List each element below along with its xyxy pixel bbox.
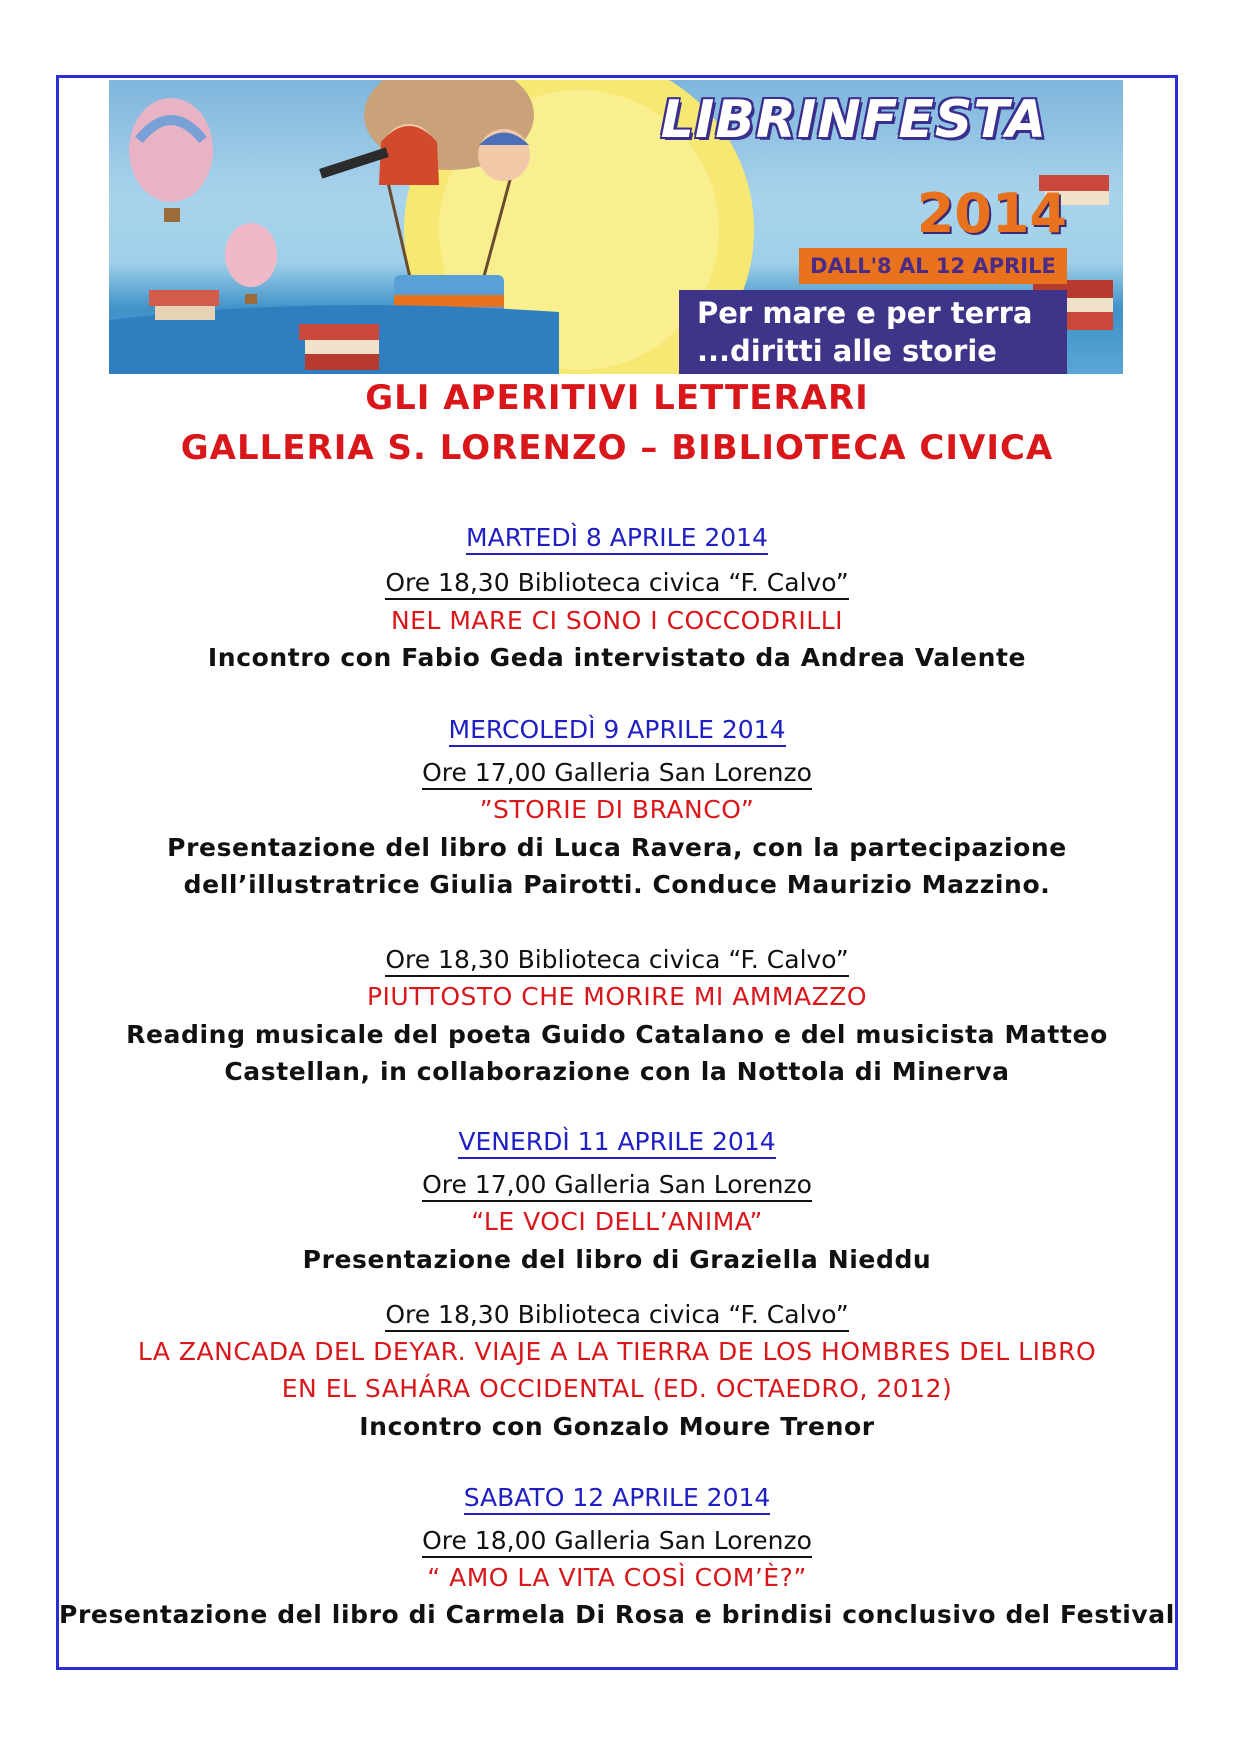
day2-event1-description-2: dell’illustratrice Giulia Pairotti. Conduce Maurizio Mazzino. xyxy=(183,870,1051,899)
day1-title: NEL MARE CI SONO I COCCODRILLI xyxy=(390,606,844,635)
day3-event1-time: Ore 17,00 Galleria San Lorenzo xyxy=(56,1170,1178,1199)
day3-event2-time: Ore 18,30 Biblioteca civica “F. Calvo” xyxy=(56,1300,1178,1329)
brand-dates: DALL'8 AL 12 APRILE xyxy=(799,248,1067,284)
day4-title: “ AMO LA VITA COSÌ COM’È?” xyxy=(427,1563,807,1592)
day3-event2-description: Incontro con Gonzalo Moure Trenor xyxy=(359,1412,875,1441)
day2-event2-description-1: Reading musicale del poeta Guido Catalano e del musicista Matteo xyxy=(126,1020,1108,1049)
day3-event2-title-2: EN EL SAHÁRA OCCIDENTAL (ED. OCTAEDRO, 2012) xyxy=(281,1374,953,1403)
day2-event2-time: Ore 18,30 Biblioteca civica “F. Calvo” xyxy=(56,945,1178,974)
day4-time: Ore 18,00 Galleria San Lorenzo xyxy=(56,1526,1178,1555)
brand-title: LIBRINFESTA xyxy=(660,90,1047,150)
day1-time: Ore 18,30 Biblioteca civica “F. Calvo” xyxy=(56,568,1178,597)
day2-event1-title: ”STORIE DI BRANCO” xyxy=(479,795,755,824)
day2-date: MERCOLEDÌ 9 APRILE 2014 xyxy=(56,715,1178,744)
telescope-icon xyxy=(319,147,389,178)
balloon-small-icon xyxy=(225,223,277,287)
day3-event2-title-1: LA ZANCADA DEL DEYAR. VIAJE A LA TIERRA DE LOS HOMBRES DEL LIBRO xyxy=(137,1337,1097,1366)
balloon-left-icon xyxy=(129,98,213,202)
brand-slogan xyxy=(679,290,1067,374)
day1-description: Incontro con Fabio Geda intervistato da Andrea Valente xyxy=(207,643,1027,672)
day2-event2-title: PIUTTOSTO CHE MORIRE MI AMMAZZO xyxy=(366,982,868,1011)
day2-event1-description-1: Presentazione del libro di Luca Ravera, con la partecipazione xyxy=(167,833,1067,862)
day4-description: Presentazione del libro di Carmela Di Rosa e brindisi conclusivo del Festival xyxy=(59,1600,1175,1629)
day2-event2-description-2: Castellan, in collaborazione con la Nottola di Minerva xyxy=(224,1057,1010,1086)
slogan-line-1: Per mare e per terra xyxy=(697,296,1033,330)
headline-line-1: GLI APERITIVI LETTERARI xyxy=(365,378,869,418)
day4-date: SABATO 12 APRILE 2014 xyxy=(56,1483,1178,1512)
day3-date: VENERDÌ 11 APRILE 2014 xyxy=(56,1127,1178,1156)
slogan-line-2: ...diritti alle storie xyxy=(697,334,997,368)
day3-event1-title: “LE VOCI DELL’ANIMA” xyxy=(471,1207,763,1236)
day2-event1-time: Ore 17,00 Galleria San Lorenzo xyxy=(56,758,1178,787)
brand-year: 2014 xyxy=(916,182,1067,245)
festival-banner xyxy=(109,80,1123,374)
day1-date: MARTEDÌ 8 APRILE 2014 xyxy=(56,523,1178,552)
day3-event1-description: Presentazione del libro di Graziella Nieddu xyxy=(302,1245,932,1274)
headline-line-2: GALLERIA S. LORENZO – BIBLIOTECA CIVICA xyxy=(180,428,1054,468)
books-stack-icon xyxy=(149,290,219,306)
